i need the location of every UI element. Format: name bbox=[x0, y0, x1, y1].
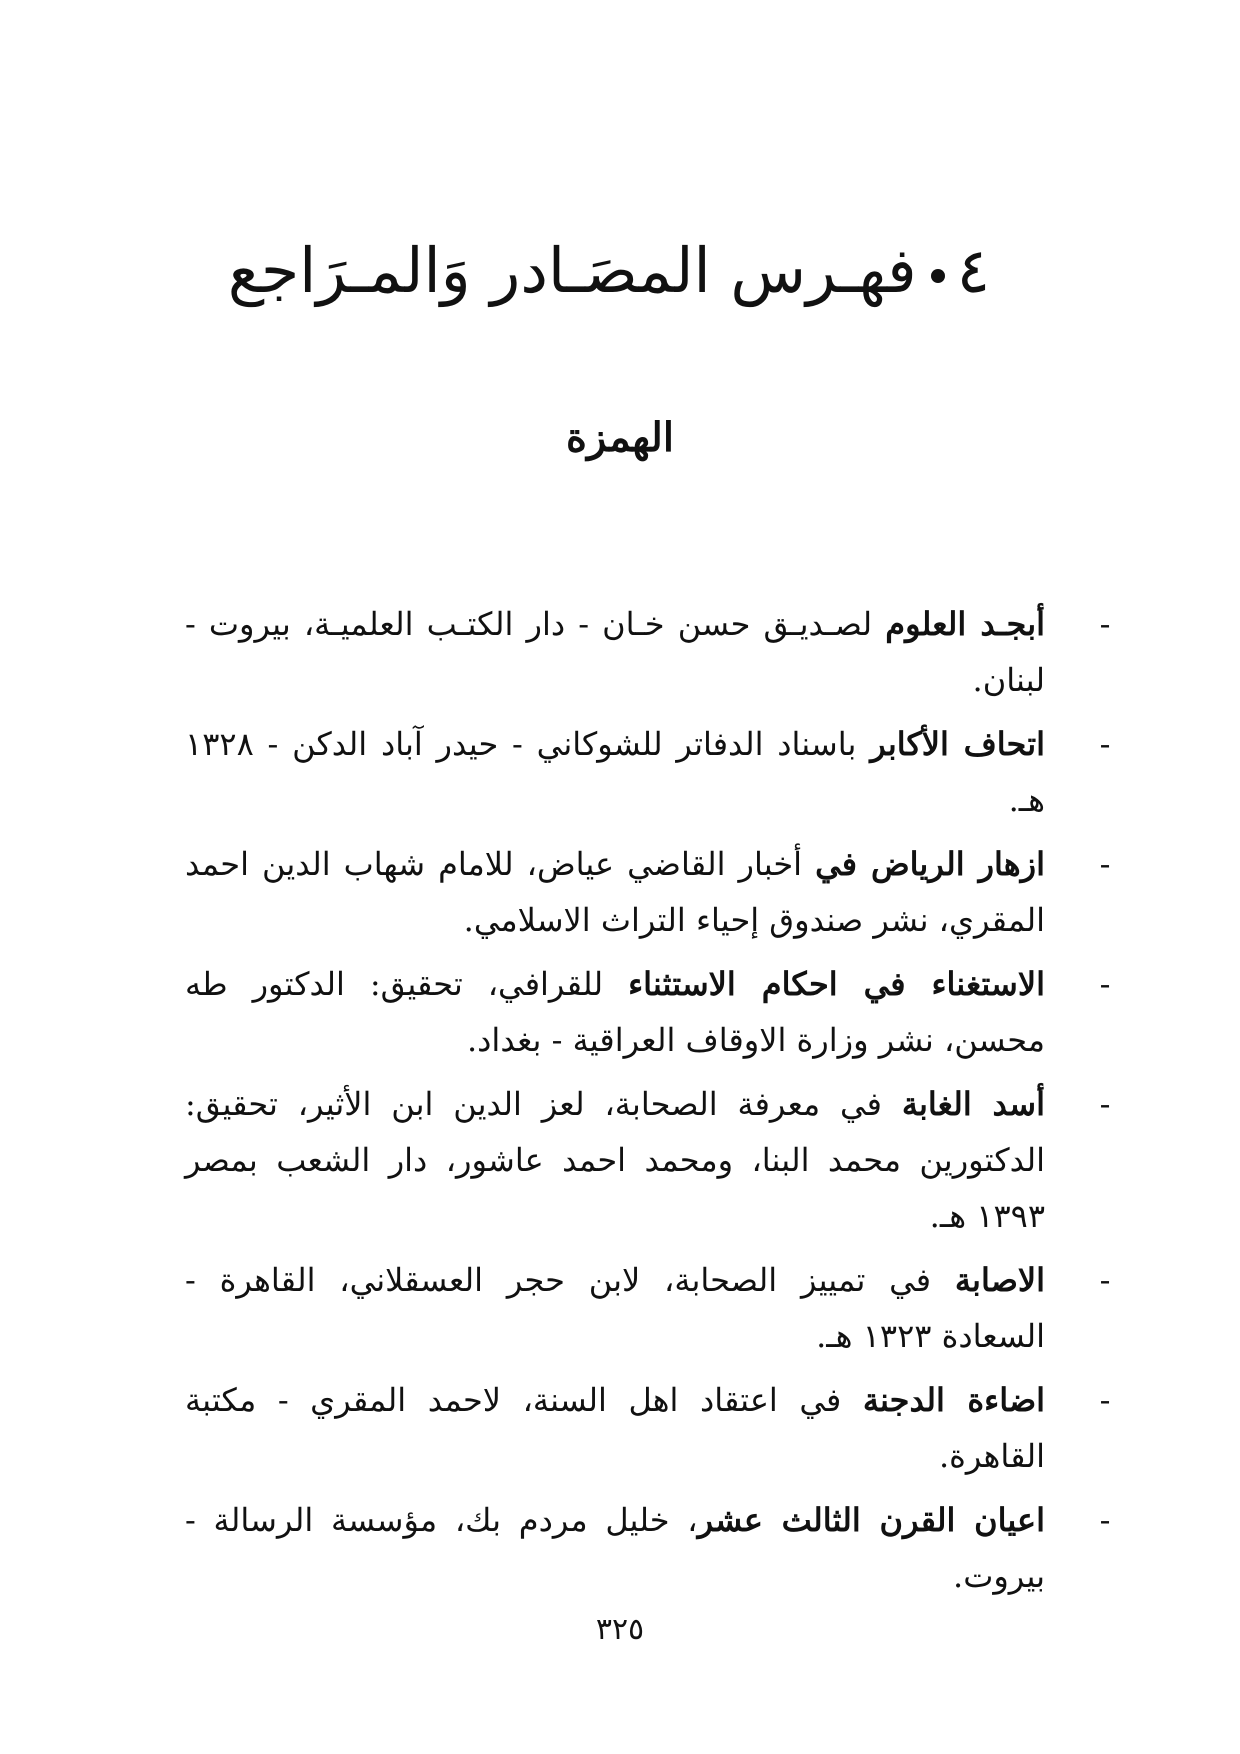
entry-title: أبجـد العلوم bbox=[885, 605, 1046, 643]
chapter-number: ٤ bbox=[956, 234, 990, 307]
bibliography-entry bbox=[185, 1372, 1111, 1484]
entry-title: اتحاف الأكابر bbox=[870, 725, 1046, 763]
entry-details: للقرافي، تحقيق: الدكتور طه محسن، نشر وزارة الاوقاف العراقية - بغداد. bbox=[185, 965, 1045, 1059]
entry-dash: - bbox=[1099, 965, 1111, 1003]
entry-dash: - bbox=[1099, 1085, 1111, 1123]
entry-details: أخبار القاضي عياض، للامام شهاب الدين احمد المقري، نشر صندوق إحياء التراث الاسلامي. bbox=[185, 845, 1045, 939]
entry-dash: - bbox=[1099, 725, 1111, 763]
bibliography-list bbox=[185, 596, 1111, 1612]
entry-title: أسد الغابة bbox=[901, 1085, 1046, 1123]
entry-body bbox=[185, 1372, 1045, 1484]
entry-title: اضاءة الدجنة bbox=[862, 1381, 1046, 1419]
entry-dash: - bbox=[1099, 1501, 1111, 1539]
entry-body bbox=[185, 836, 1045, 948]
entry-body bbox=[185, 1252, 1045, 1364]
entry-body bbox=[185, 716, 1045, 828]
chapter-title-text: فهـرس المصَـادر وَالمـرَاجع bbox=[227, 234, 917, 307]
section-heading: الهمزة bbox=[566, 414, 674, 461]
entry-title: ازهار الرياض في bbox=[815, 845, 1046, 883]
entry-details: في معرفة الصحابة، لعز الدين ابن الأثير، تحقيق: الدكتورين محمد البنا، ومحمد احمد عاشور، دار الشعب بمصر ١٣٩٣ هـ. bbox=[185, 1085, 1045, 1235]
entry-title: اعيان القرن الثالث عشر bbox=[697, 1501, 1045, 1539]
bibliography-entry bbox=[185, 1492, 1111, 1604]
bibliography-entry bbox=[185, 956, 1111, 1068]
entry-body bbox=[185, 956, 1045, 1068]
entry-details: في تمييز الصحابة، لابن حجر العسقلاني، القاهرة - السعادة ١٣٢٣ هـ. bbox=[185, 1261, 1045, 1355]
bibliography-entry bbox=[185, 596, 1111, 708]
entry-dash: - bbox=[1099, 1381, 1111, 1419]
entry-details: باسناد الدفاتر للشوكاني - حيدر آباد الدكن - ١٣٢٨ هـ. bbox=[185, 725, 1045, 819]
entry-details: ، خليل مردم بك، مؤسسة الرسالة - بيروت. bbox=[185, 1501, 1045, 1595]
entry-title: الاصابة bbox=[954, 1261, 1045, 1299]
page-number: ٣٢٥ bbox=[595, 1612, 645, 1647]
chapter-heading bbox=[227, 226, 990, 316]
entry-dash: - bbox=[1099, 605, 1111, 643]
entry-title: الاستغناء في احكام الاستثناء bbox=[628, 965, 1046, 1003]
bullet-dot bbox=[931, 269, 945, 283]
entry-dash: - bbox=[1099, 845, 1111, 883]
entry-details: لصـديـق حسن خـان - دار الكتـب العلميـة، بيروت - لبنان. bbox=[185, 605, 1045, 699]
bibliography-entry bbox=[185, 716, 1111, 828]
entry-details: في اعتقاد اهل السنة، لاحمد المقري - مكتبة القاهرة. bbox=[185, 1381, 1045, 1475]
entry-body bbox=[185, 596, 1045, 708]
entry-body bbox=[185, 1076, 1045, 1244]
bibliography-entry bbox=[185, 836, 1111, 948]
bibliography-entry bbox=[185, 1076, 1111, 1244]
bibliography-entry bbox=[185, 1252, 1111, 1364]
entry-body bbox=[185, 1492, 1045, 1604]
entry-dash: - bbox=[1099, 1261, 1111, 1299]
